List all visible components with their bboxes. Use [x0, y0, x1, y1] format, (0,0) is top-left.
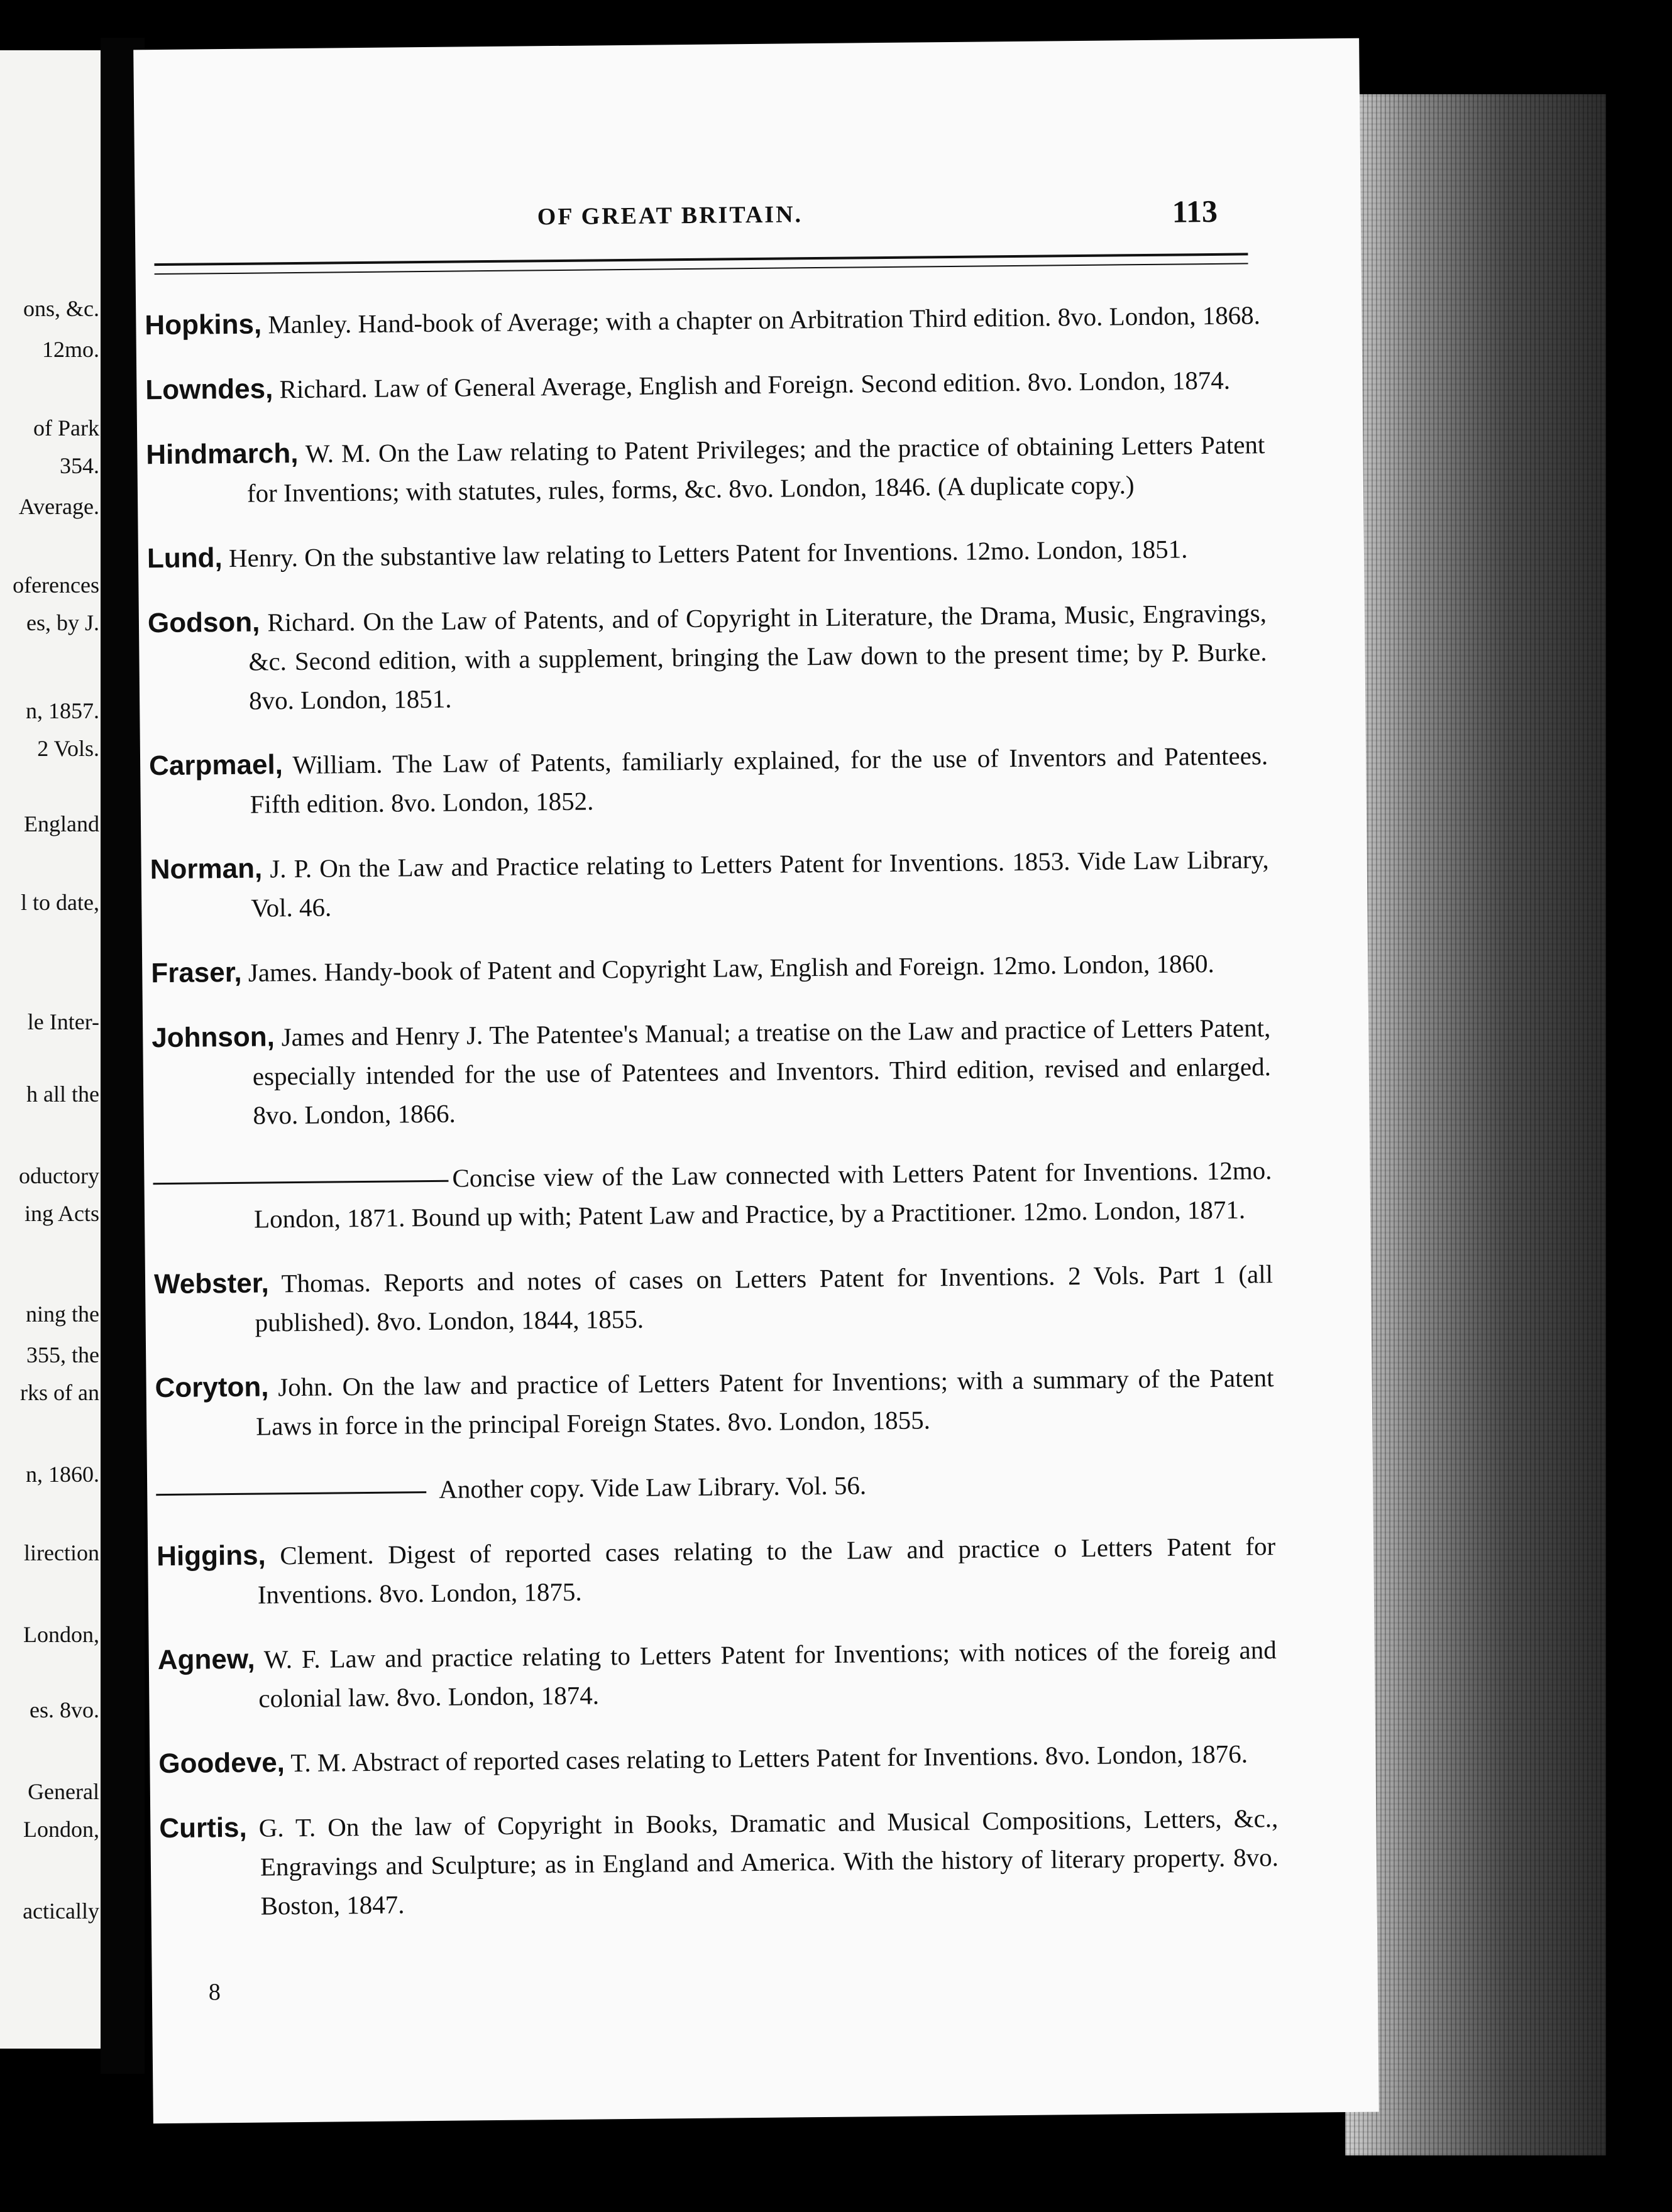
left-fragment: le Inter-	[27, 1009, 99, 1034]
left-fragment: of Park	[33, 415, 99, 441]
left-fragment: 355, the	[26, 1342, 99, 1367]
entry-author: Hindmarch,	[146, 437, 299, 471]
entry-author: Fraser,	[151, 956, 242, 989]
entry-text: Thomas. Reports and notes of cases on Letters Patent for Inventions. 2 Vols. Part 1 (all published). 8vo. London, 1844, 1855.	[255, 1259, 1273, 1337]
bibliography-entry	[154, 1254, 1273, 1343]
page-number: 113	[1172, 193, 1218, 229]
left-fragment: ning the	[26, 1301, 99, 1327]
left-fragment: actically	[23, 1898, 99, 1924]
bibliography-entry	[155, 1358, 1274, 1447]
page-edges	[1345, 94, 1615, 2155]
left-fragment: oferences	[13, 572, 99, 598]
left-fragment: Average.	[18, 494, 99, 519]
bibliography-entry	[159, 1799, 1279, 1926]
bibliography-entry	[147, 528, 1267, 578]
entry-text: Richard. On the Law of Patents, and of Copyright in Literature, the Drama, Music, Engravings, &c. Second edition, with a supplement, bringing the Law down to the present time; by P. Burke. 8vo. London, 1851.	[248, 598, 1267, 715]
bibliography-entry	[146, 425, 1265, 513]
entry-text: Another copy. Vide Law Library. Vol. 56.	[438, 1470, 867, 1504]
entry-author: Lund,	[146, 542, 223, 574]
running-title: OF GREAT BRITAIN.	[537, 201, 803, 231]
facing-page-fragment	[0, 50, 101, 2049]
entry-text: James and Henry J. The Patentee's Manual; a treatise on the Law and practice of Letters Patent, especially intended for the use of Patentees and Inventors. Third edition, revised and enlarged. 8vo. London, 1866.	[252, 1013, 1272, 1130]
left-fragment: ing Acts	[24, 1201, 99, 1226]
entry-text: John. On the law and practice of Letters Patent for Inventions; with a summary of the Patent Laws in force in the principal Foreign States. 8vo. London, 1855.	[256, 1363, 1274, 1441]
entry-author: Goodeve,	[158, 1747, 285, 1780]
entry-text: G. T. On the law of Copyright in Books, Dramatic and Musical Compositions, Letters, &c., Engravings and Sculpture; as in England and America. With the history of literary property. 8vo. Boston, 1847.	[246, 1804, 1279, 1920]
left-fragment: 12mo.	[41, 337, 99, 362]
left-fragment: England	[24, 811, 99, 836]
bibliography-entry	[145, 360, 1265, 410]
left-fragment: London,	[23, 1817, 99, 1842]
page-header	[135, 195, 1361, 258]
entry-author: Norman,	[150, 853, 263, 885]
header-rule	[154, 253, 1248, 275]
entry-text: Henry. On the substantive law relating to Letters Patent for Inventions. 12mo. London, 1851.	[222, 534, 1188, 573]
left-fragment: rks of an	[20, 1380, 99, 1405]
entry-author: Higgins,	[156, 1540, 267, 1572]
left-fragment: es. 8vo.	[30, 1697, 99, 1722]
left-fragment: General	[28, 1779, 99, 1804]
entry-text: Richard. Law of General Average, English and Foreign. Second edition. 8vo. London, 1874.	[273, 365, 1231, 404]
entry-author: Lowndes,	[145, 373, 273, 406]
bibliography-entry	[145, 295, 1264, 345]
entry-author: Godson,	[147, 606, 260, 639]
entry-author: Johnson,	[151, 1021, 275, 1054]
entry-author: Curtis,	[159, 1812, 247, 1844]
bibliography-list	[145, 295, 1279, 1931]
entry-text: W. M. On the Law relating to Patent Privileges; and the practice of obtaining Letters Patent for Inventions; with statutes, rules, forms, &c. 8vo. London, 1846. (A duplicate copy.)	[246, 430, 1265, 508]
bibliography-entry	[148, 593, 1268, 721]
bibliography-entry	[151, 1008, 1272, 1136]
ditto-dash	[153, 1180, 449, 1185]
entry-author: Hopkins,	[145, 309, 262, 341]
left-fragment: lirection	[24, 1540, 99, 1565]
bibliography-entry-continuation	[153, 1151, 1272, 1239]
signature-mark: 8	[208, 1979, 221, 2006]
entry-text: T. M. Abstract of reported cases relating to Letters Patent for Inventions. 8vo. London, 1876.	[284, 1739, 1248, 1778]
bibliography-entry	[158, 1630, 1277, 1719]
entry-author: Webster,	[153, 1268, 269, 1300]
entry-author: Carpmael,	[148, 749, 283, 782]
left-fragment: h all the	[26, 1081, 99, 1107]
entry-text: Concise view of the Law connected with Letters Patent for Inventions. 12mo. London, 1871. Bound up with; Patent Law and Practice, by a Practitioner. 12mo. London, 1871.	[253, 1156, 1272, 1234]
left-fragment: n, 1860.	[26, 1462, 99, 1487]
ditto-dash	[156, 1491, 426, 1496]
book-page	[133, 38, 1379, 2124]
left-fragment: ons, &c.	[23, 296, 99, 321]
left-fragment: 354.	[60, 453, 99, 478]
bibliography-entry	[151, 943, 1270, 993]
entry-author: Agnew,	[157, 1643, 255, 1676]
left-fragment: London,	[23, 1622, 99, 1647]
entry-text: Manley. Hand-book of Average; with a chapter on Arbitration Third edition. 8vo. London, 1868.	[261, 300, 1261, 339]
left-fragment: es, by J.	[26, 610, 99, 635]
bibliography-entry-continuation	[156, 1462, 1275, 1511]
left-fragment: 2 Vols.	[37, 736, 99, 761]
bibliography-entry	[158, 1734, 1278, 1783]
entry-text: James. Handy-book of Patent and Copyright Law, English and Foreign. 12mo. London, 1860.	[241, 948, 1214, 987]
left-fragment: oductory	[19, 1163, 99, 1188]
left-fragment: l to date,	[21, 890, 99, 915]
entry-text: W. F. Law and practice relating to Letters Patent for Inventions; with notices of the foreig and colonial law. 8vo. London, 1874.	[255, 1635, 1277, 1713]
scan-border	[1606, 88, 1672, 2212]
left-fragment: n, 1857.	[26, 698, 99, 723]
entry-author: Coryton,	[155, 1371, 269, 1404]
bibliography-entry	[157, 1526, 1276, 1615]
entry-text: J. P. On the Law and Practice relating to Letters Patent for Inventions. 1853. Vide Law Library, Vol. 46.	[251, 845, 1269, 923]
bibliography-entry	[149, 736, 1268, 824]
entry-text: Clement. Digest of reported cases relating to the Law and practice o Letters Patent for Inventions. 8vo. London, 1875.	[257, 1531, 1276, 1609]
entry-text: William. The Law of Patents, familiarly explained, for the use of Inventors and Patentees. Fifth edition. 8vo. London, 1852.	[250, 741, 1268, 819]
bibliography-entry	[150, 840, 1269, 928]
